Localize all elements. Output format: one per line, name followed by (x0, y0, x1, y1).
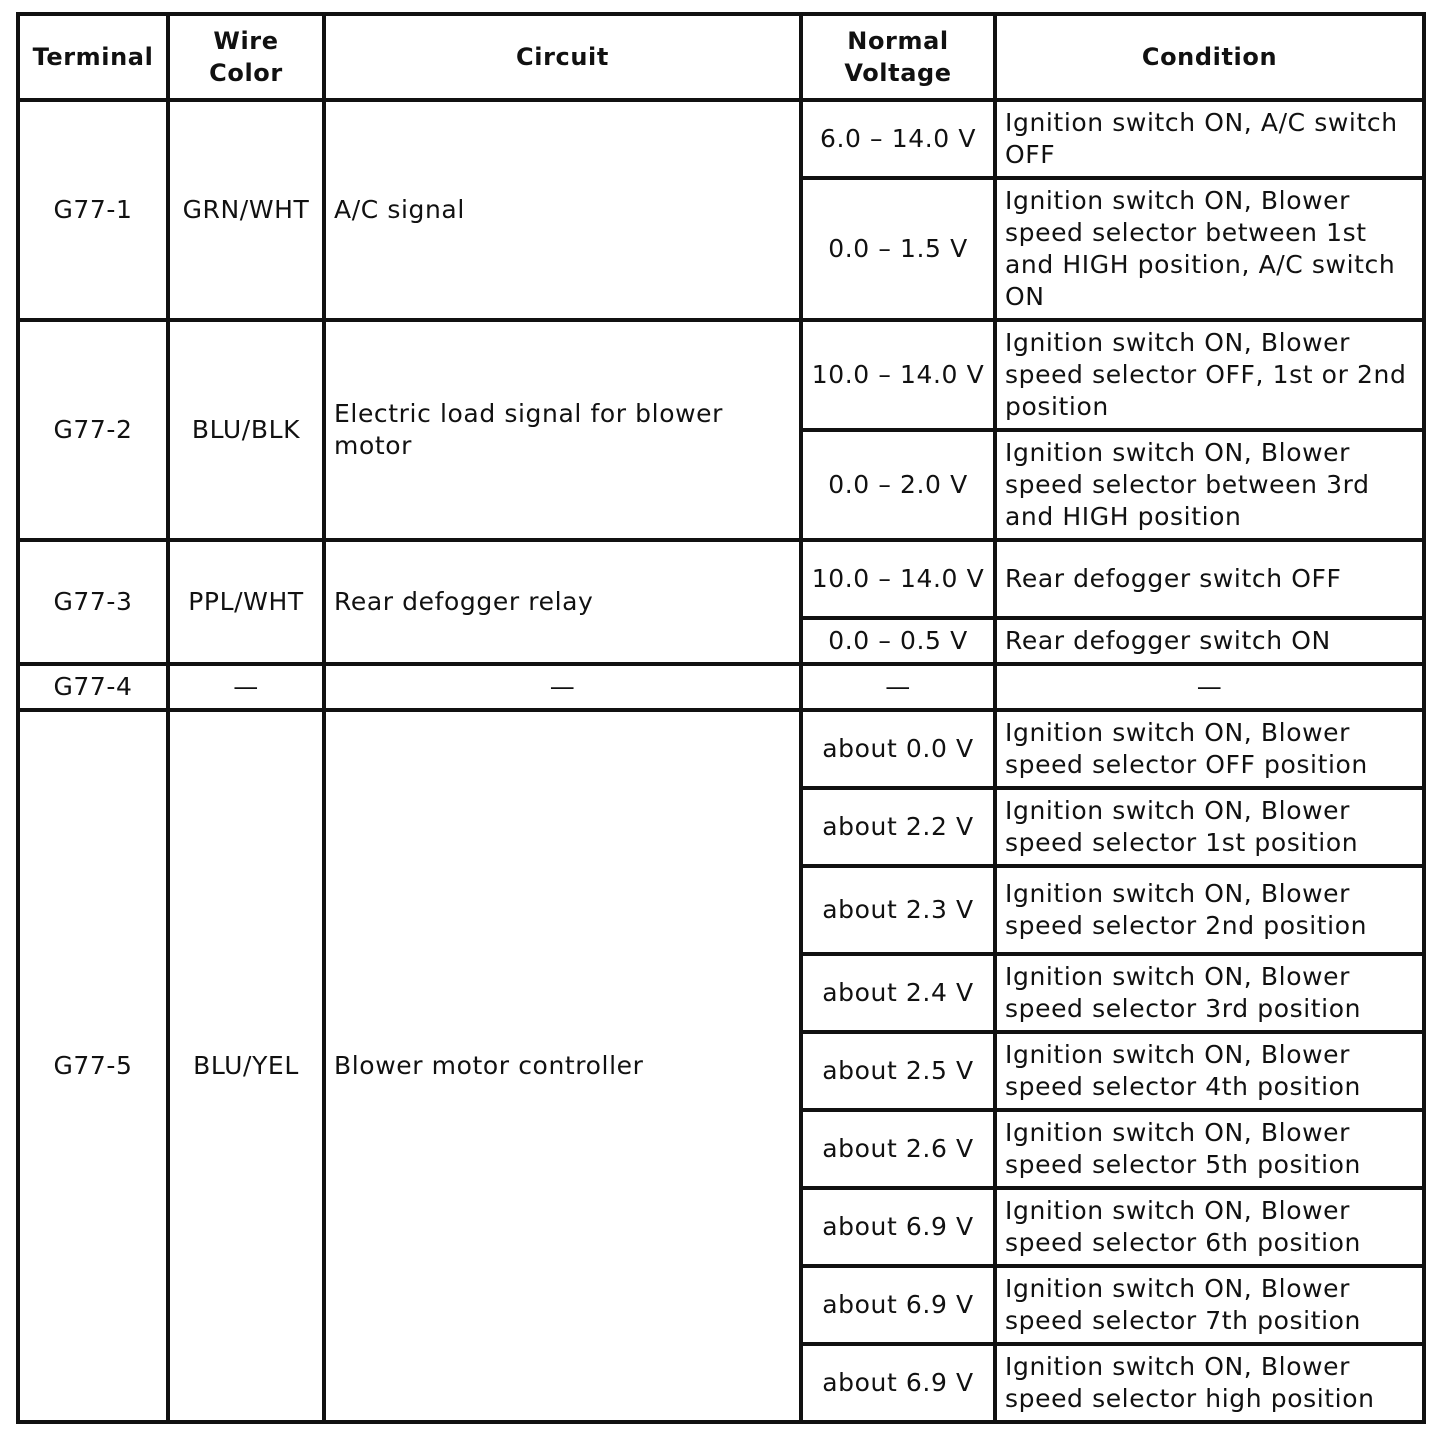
table-row (18, 710, 1424, 788)
circuit-cell: Electric load signal for blower motor (324, 320, 801, 540)
terminal-cell: G77-4 (18, 664, 168, 710)
condition-cell: Ignition switch ON, Blower speed selector OFF position (995, 710, 1424, 788)
circuit-cell: A/C signal (324, 100, 801, 320)
voltage-cell: 10.0 – 14.0 V (801, 540, 995, 618)
voltage-cell: about 2.3 V (801, 866, 995, 954)
condition-cell: Ignition switch ON, Blower speed selector 4th position (995, 1032, 1424, 1110)
voltage-cell: about 6.9 V (801, 1188, 995, 1266)
wire-color-cell: BLU/BLK (168, 320, 324, 540)
condition-cell: Ignition switch ON, Blower speed selector 3rd position (995, 954, 1424, 1032)
voltage-cell: about 2.2 V (801, 788, 995, 866)
terminal-cell: G77-5 (18, 710, 168, 1422)
table-row (18, 100, 1424, 178)
table-row (18, 664, 1424, 710)
condition-cell: Ignition switch ON, A/C switch OFF (995, 100, 1424, 178)
header-terminal: Terminal (18, 14, 168, 100)
condition-cell: Rear defogger switch ON (995, 618, 1424, 664)
circuit-cell: — (324, 664, 801, 710)
terminal-cell: G77-3 (18, 540, 168, 664)
voltage-cell: 0.0 – 1.5 V (801, 178, 995, 320)
condition-cell: Ignition switch ON, Blower speed selector OFF, 1st or 2nd position (995, 320, 1424, 430)
condition-cell: — (995, 664, 1424, 710)
condition-cell: Ignition switch ON, Blower speed selector 1st position (995, 788, 1424, 866)
condition-cell: Ignition switch ON, Blower speed selector between 3rd and HIGH position (995, 430, 1424, 540)
voltage-cell: about 6.9 V (801, 1266, 995, 1344)
wire-color-cell: GRN/WHT (168, 100, 324, 320)
wire-color-cell: — (168, 664, 324, 710)
condition-cell: Ignition switch ON, Blower speed selector 7th position (995, 1266, 1424, 1344)
condition-cell: Ignition switch ON, Blower speed selector high position (995, 1344, 1424, 1422)
voltage-cell: about 0.0 V (801, 710, 995, 788)
header-normal-voltage: Normal Voltage (801, 14, 995, 100)
table-row (18, 540, 1424, 618)
condition-cell: Ignition switch ON, Blower speed selector between 1st and HIGH position, A/C switch ON (995, 178, 1424, 320)
voltage-cell: 0.0 – 0.5 V (801, 618, 995, 664)
voltage-cell: about 2.4 V (801, 954, 995, 1032)
condition-cell: Ignition switch ON, Blower speed selector 2nd position (995, 866, 1424, 954)
terminal-voltage-table (16, 12, 1426, 1424)
voltage-cell: about 2.6 V (801, 1110, 995, 1188)
header-condition: Condition (995, 14, 1424, 100)
voltage-cell: about 2.5 V (801, 1032, 995, 1110)
table-row (18, 320, 1424, 430)
condition-cell: Ignition switch ON, Blower speed selector 5th position (995, 1110, 1424, 1188)
header-wire-color: Wire Color (168, 14, 324, 100)
condition-cell: Rear defogger switch OFF (995, 540, 1424, 618)
header-row (18, 14, 1424, 100)
wire-color-cell: BLU/YEL (168, 710, 324, 1422)
header-circuit: Circuit (324, 14, 801, 100)
voltage-cell: 6.0 – 14.0 V (801, 100, 995, 178)
condition-cell: Ignition switch ON, Blower speed selector 6th position (995, 1188, 1424, 1266)
circuit-cell: Blower motor controller (324, 710, 801, 1422)
voltage-cell: — (801, 664, 995, 710)
voltage-cell: 10.0 – 14.0 V (801, 320, 995, 430)
terminal-cell: G77-2 (18, 320, 168, 540)
voltage-cell: about 6.9 V (801, 1344, 995, 1422)
terminal-cell: G77-1 (18, 100, 168, 320)
wire-color-cell: PPL/WHT (168, 540, 324, 664)
circuit-cell: Rear defogger relay (324, 540, 801, 664)
voltage-cell: 0.0 – 2.0 V (801, 430, 995, 540)
